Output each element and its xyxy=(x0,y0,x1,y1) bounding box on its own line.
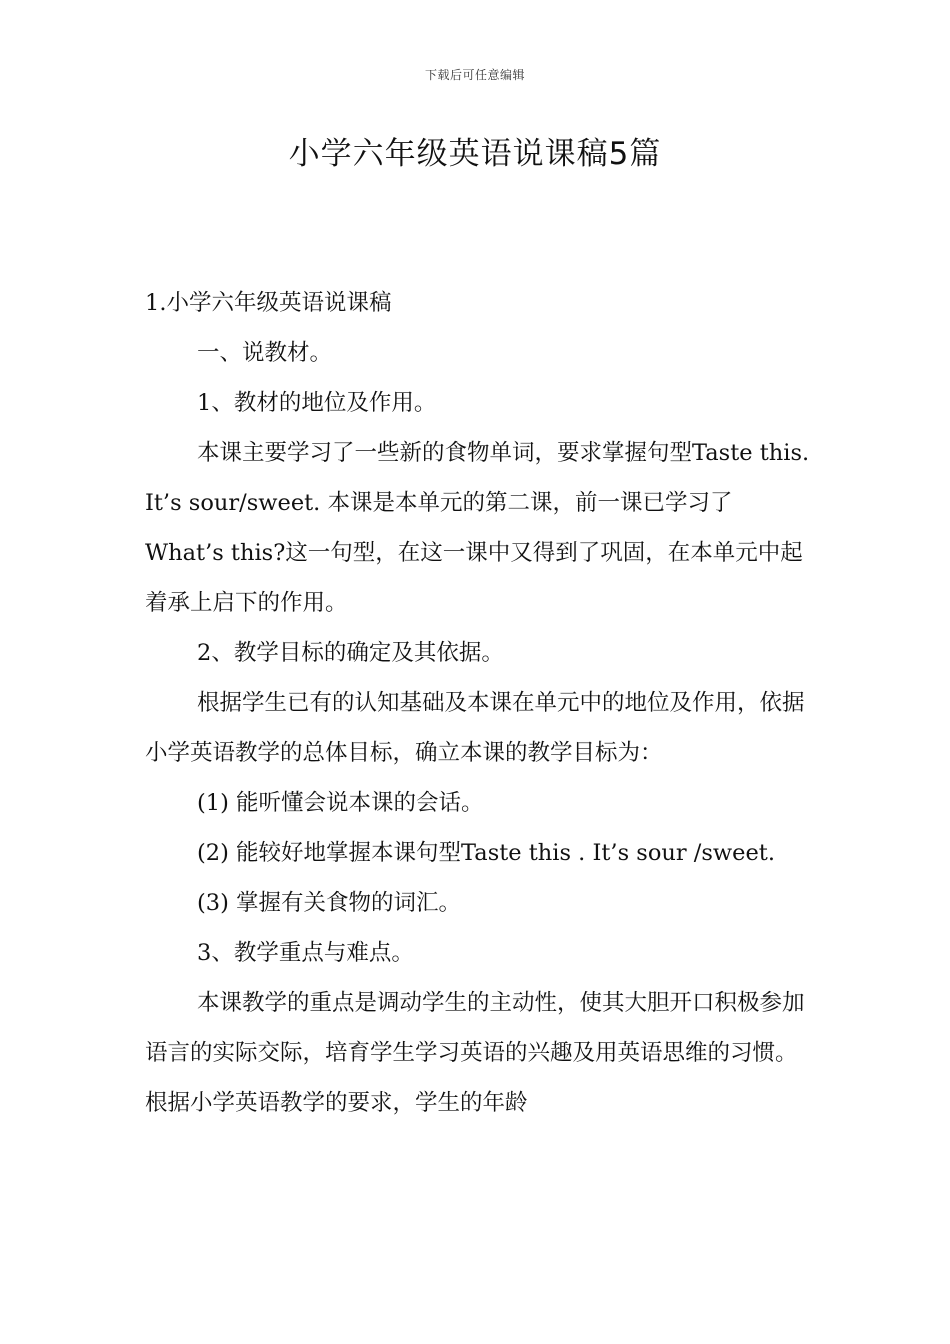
paragraph-subheading-1: 1、教材的地位及作用。 xyxy=(197,390,437,416)
paragraph-text: 本课教学的重点是调动学生的主动性，使其大胆开口积极参加语言的实际交际，培育学生学习英语的兴趣及用英语思维的习惯。根据小学英语教学的要求，学生的年龄 xyxy=(145,990,805,1116)
header-note: 下载后可任意编辑 xyxy=(424,68,525,82)
list-item-goal-2: (2) 能较好地掌握本课句型Taste this . It’s sour /sweet. xyxy=(197,840,775,866)
paragraph-heading-1: 一、说教材。 xyxy=(197,340,333,366)
list-item-goal-3: (3) 掌握有关食物的词汇。 xyxy=(197,890,462,916)
document-body xyxy=(145,278,810,1128)
paragraph-text: 根据学生已有的认知基础及本课在单元中的地位及作用，依据小学英语教学的总体目标，确立本课的教学目标为： xyxy=(145,690,805,766)
paragraph-subheading-2: 2、教学目标的确定及其依据。 xyxy=(197,640,504,666)
paragraph-subheading-3: 3、教学重点与难点。 xyxy=(197,940,414,966)
section-title: 1.小学六年级英语说课稿 xyxy=(145,290,392,316)
paragraph-text: 本课主要学习了一些新的食物单词，要求掌握句型Taste this. It’s sour/sweet. 本课是本单元的第二课，前一课已学习了What’s this?这一句型，在这一课中又得到了巩固，在本单元中起着承上启下的作用。 xyxy=(145,440,810,616)
document-title: 小学六年级英语说课稿5篇 xyxy=(288,136,662,172)
list-item-goal-1: (1) 能听懂会说本课的会话。 xyxy=(197,790,484,816)
